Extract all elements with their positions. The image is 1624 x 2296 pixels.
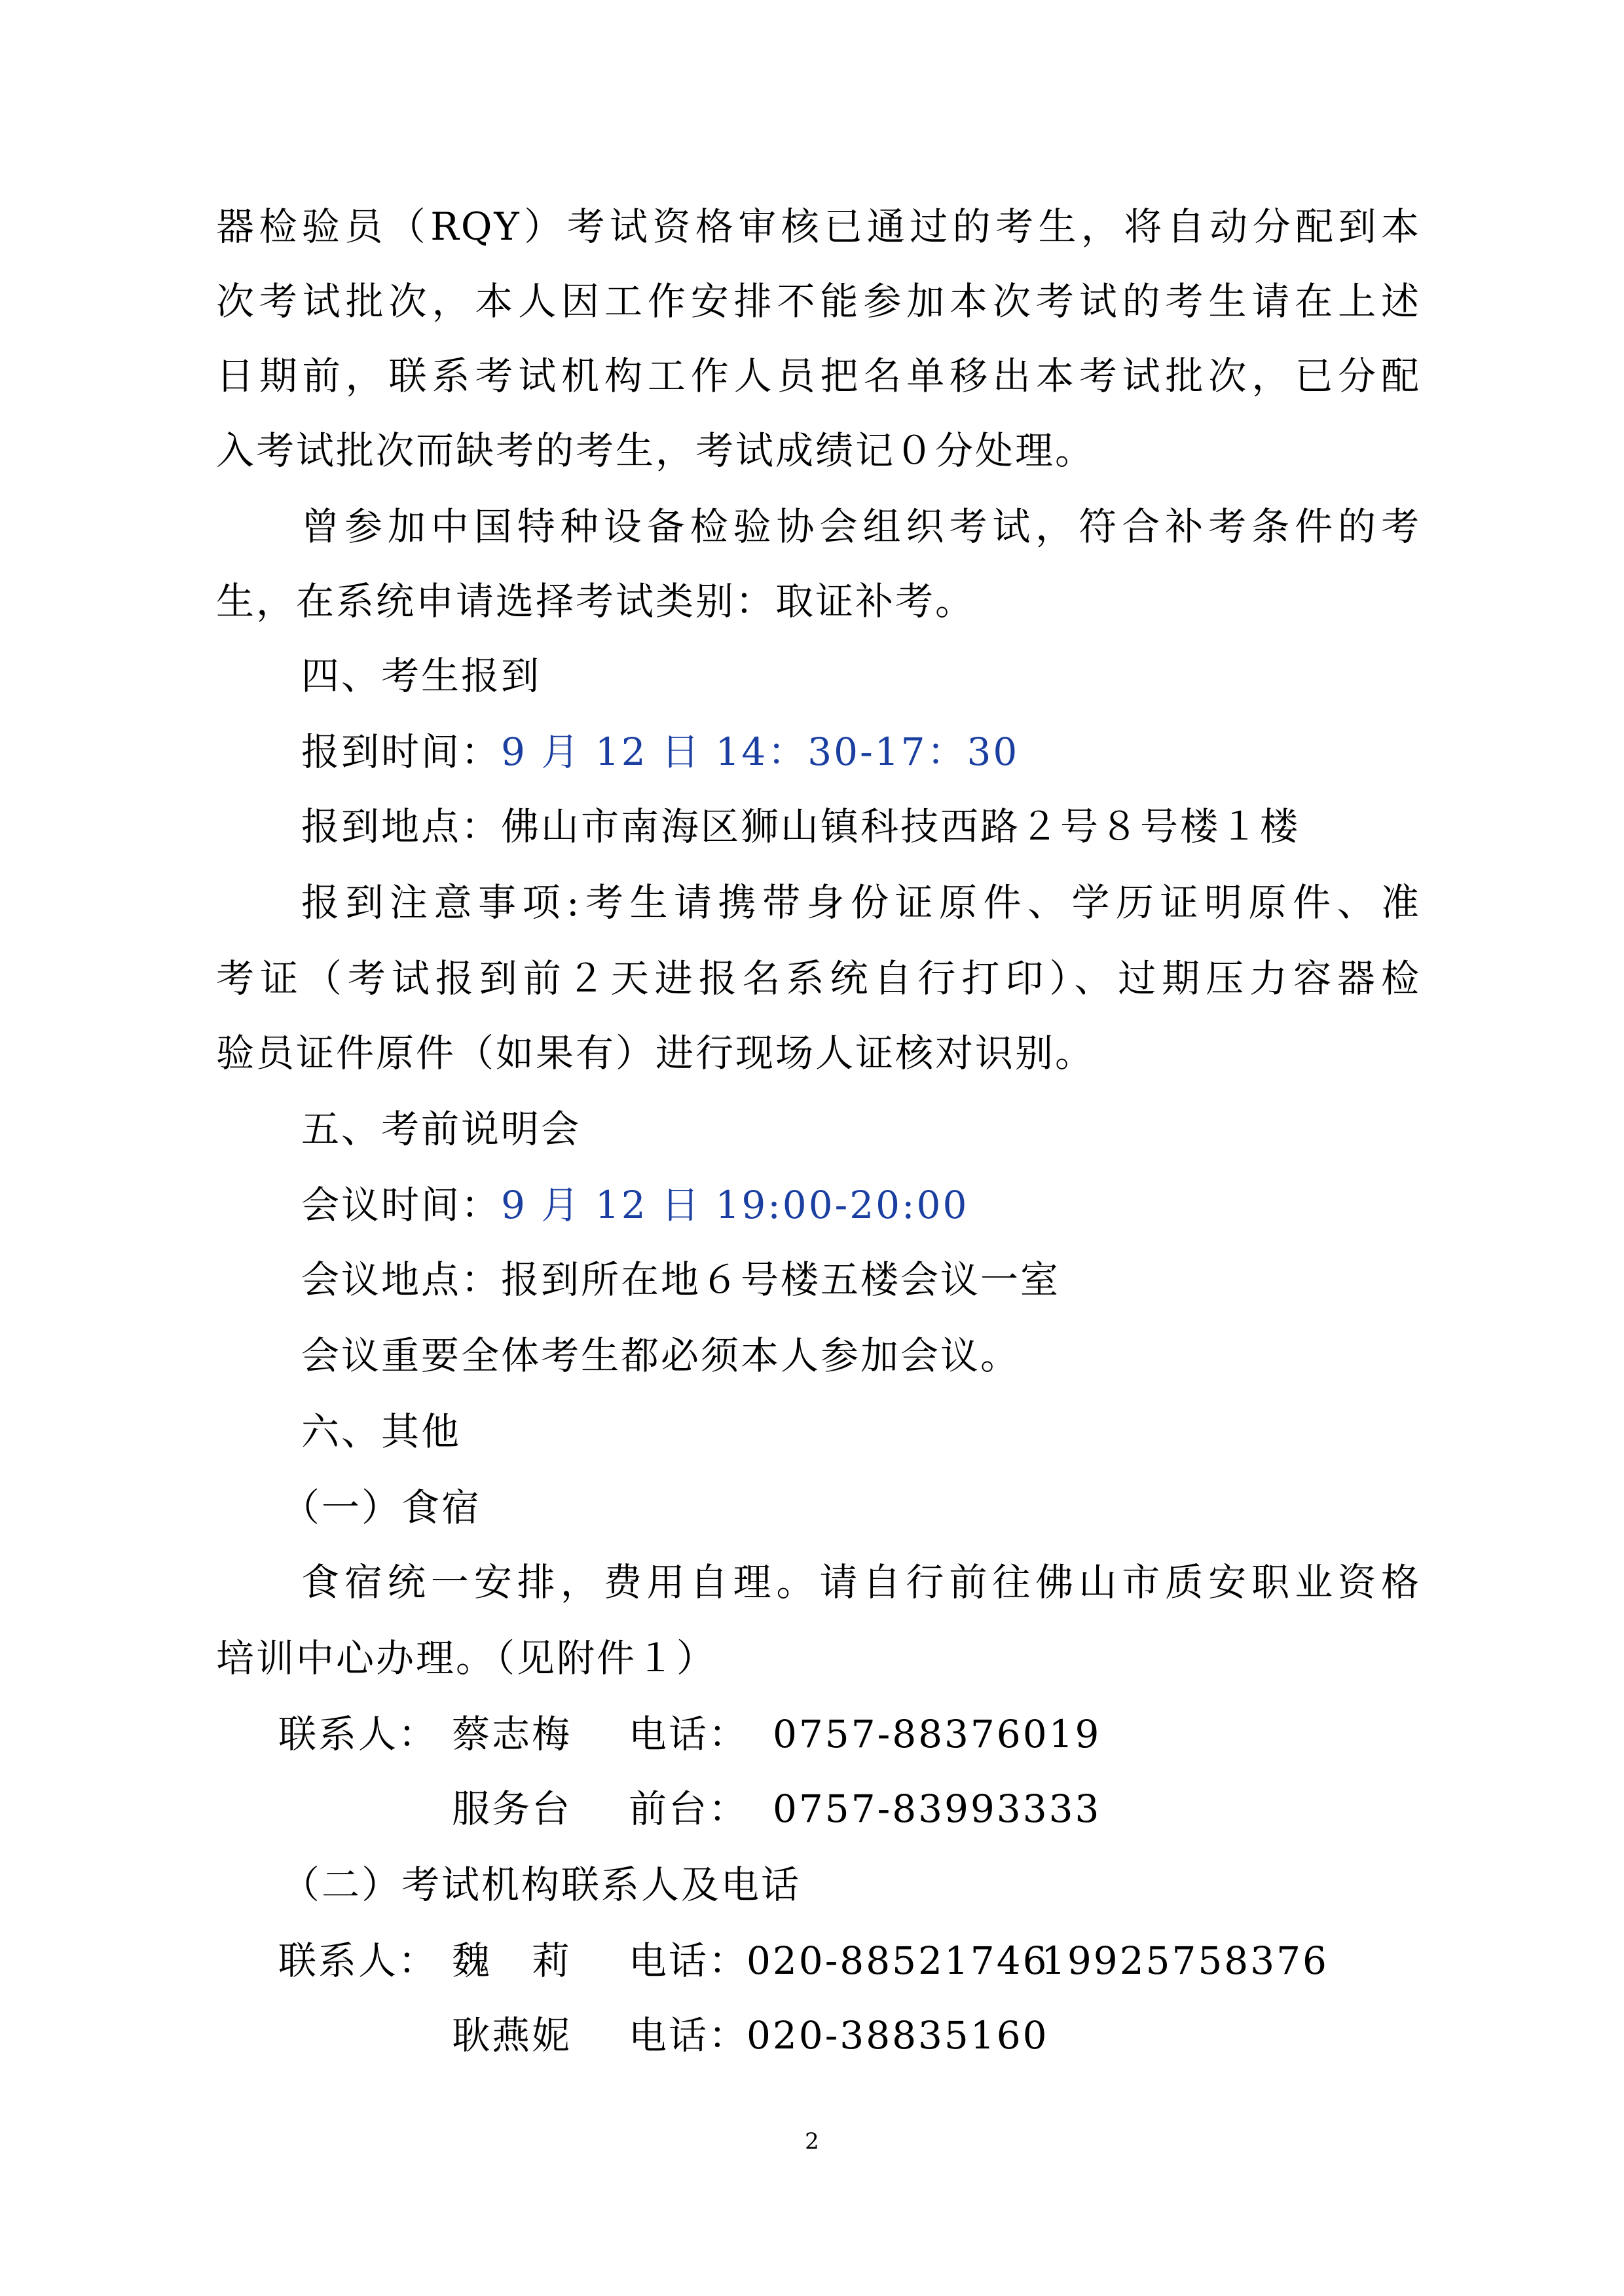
paragraph-line: 入考试批次而缺考的考生，考试成绩记０分处理。 xyxy=(216,428,1096,473)
phone-number: 020-38835160 xyxy=(747,2013,1049,2058)
contact-name: 蔡志梅 xyxy=(452,1712,572,1756)
paragraph-line: 考证（考试报到前２天进报名系统自行打印）、过期压力容器检 xyxy=(216,956,1421,1001)
section-heading: 四、考生报到 xyxy=(301,654,542,698)
paragraph-line: 日期前，联系考试机构工作人员把名单移出本考试批次，已分配 xyxy=(216,354,1421,398)
paragraph-line: 培训中心办理。（见附件１） xyxy=(216,1636,717,1680)
paragraph-line: 验员证件原件（如果有）进行现场人证核对识别。 xyxy=(216,1031,1096,1075)
section-heading: 五、考前说明会 xyxy=(301,1107,581,1151)
subsection-heading: （二）考试机构联系人及电话 xyxy=(282,1862,802,1907)
phone-label: 电话： xyxy=(629,1712,749,1756)
page-number: 2 xyxy=(805,2128,819,2155)
paragraph-line: 生，在系统申请选择考试类别：取证补考。 xyxy=(216,579,976,623)
paragraph-line: 次考试批次，本人因工作安排不能参加本次考试的考生请在上述 xyxy=(216,279,1421,324)
phone-number: 020-88521746 xyxy=(747,1938,1049,1983)
meeting-place: 会议地点：报到所在地６号楼五楼会议一室 xyxy=(301,1257,1061,1302)
checkin-time-value: 9 月 12 日 14：30-17：30 xyxy=(501,730,1020,774)
meeting-time xyxy=(301,1181,1421,1229)
contact-name: 耿燕妮 xyxy=(452,2013,572,2058)
phone-label: 前台： xyxy=(629,1787,749,1831)
checkin-place: 报到地点：佛山市南海区狮山镇科技西路２号８号楼１楼 xyxy=(301,804,1301,849)
phone-label: 电话： xyxy=(629,2013,749,2058)
phone-label: 电话： xyxy=(629,1938,749,1983)
paragraph-line: 食宿统一安排，费用自理。请自行前往佛山市质安职业资格 xyxy=(301,1560,1421,1604)
checkin-time xyxy=(301,728,1421,775)
meeting-time-label: 会议时间： xyxy=(301,1183,502,1227)
phone-number-mobile: 19925758376 xyxy=(1041,1938,1329,1983)
paragraph-line: 器检验员（RQY）考试资格审核已通过的考生，将自动分配到本 xyxy=(216,204,1421,249)
checkin-time-label: 报到时间： xyxy=(301,730,502,774)
contact-label: 联系人： xyxy=(278,1712,439,1756)
phone-number: 0757-88376019 xyxy=(773,1712,1101,1756)
subsection-heading: （一）食宿 xyxy=(282,1485,482,1530)
paragraph-line: 曾参加中国特种设备检验协会组织考试，符合补考条件的考 xyxy=(301,504,1421,549)
contact-label: 联系人： xyxy=(278,1938,439,1983)
contact-name: 魏 莉 xyxy=(452,1938,572,1983)
phone-number: 0757-83993333 xyxy=(773,1787,1101,1831)
section-heading: 六、其他 xyxy=(301,1409,462,1454)
paragraph-line: 报到注意事项:考生请携带身份证原件、学历证明原件、准 xyxy=(301,880,1421,925)
meeting-time-value: 9 月 12 日 19:00-20:00 xyxy=(501,1183,969,1227)
meeting-note: 会议重要全体考生都必须本人参加会议。 xyxy=(301,1333,1021,1378)
contact-name: 服务台 xyxy=(452,1787,572,1831)
